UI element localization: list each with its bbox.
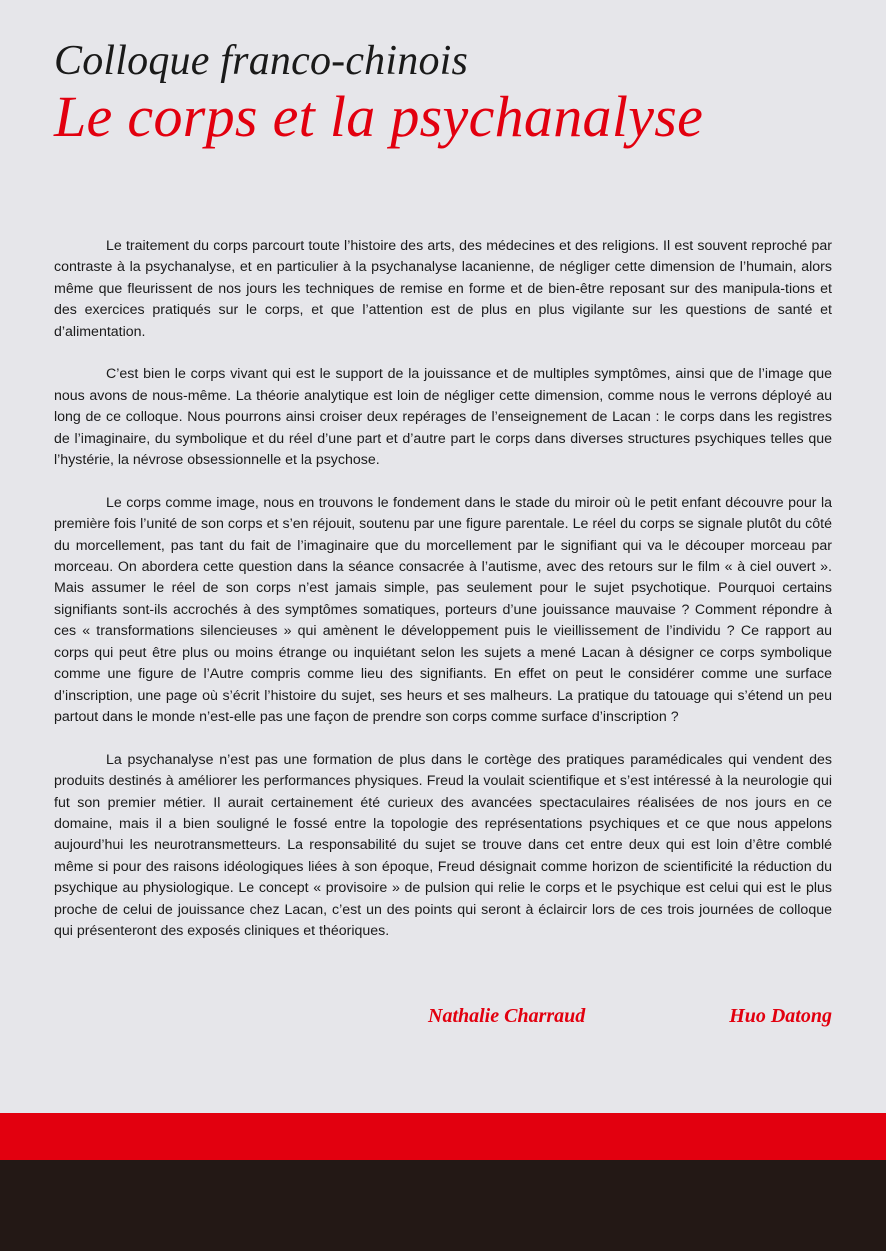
signature-author-2: Huo Datong xyxy=(729,1005,832,1027)
paragraph: La psychanalyse n’est pas une formation de plus dans le cortège des pratiques paramédicales qui vendent des produits destinés à améliorer les performances physiques. Freud la voulait scientifique et s’est intéressé à la neurologie qui fut son premier métier. Il aurait certainement été curieux des avancées spectaculaires réalisées de nos jours en ce domaine, mais il a bien souligné le fossé entre la topologie des représentations psychiques et ce que nous appelons aujourd’hui les neurotransmetteurs. La responsabilité du sujet se trouve dans cet entre deux qui est loin d’être comblé même si pour des raisons idéologiques liées à son époque, Freud désignait comme horizon de scientificité la réduction du psychique au physiologique. Le concept « provisoire » de pulsion qui relie le corps et le psychique est celui qui est le plus proche de celui de jouissance chez Lacan, c’est un des points qui seront à éclaircir lors de ces trois journées de colloque qui présenteront des exposés cliniques et théoriques. xyxy=(54,751,832,939)
signatures xyxy=(0,1004,886,1030)
signature-author-1: Nathalie Charraud xyxy=(428,1005,586,1027)
paragraph: Le traitement du corps parcourt toute l’histoire des arts, des médecines et des religions. Il est souvent reproché par contraste à la psychanalyse, et en particulier à la psychanalyse lacanienne, de négliger cette dimension de l’humain, alors même que fleurissent de nos jours les techniques de remise en forme et de bien-être reposant sur des manipula-tions et des exercices pratiqués sur le corps, et que l’attention est de plus en plus vigilante sur les questions de santé et d’alimentation. xyxy=(54,238,832,340)
body-text xyxy=(54,236,832,964)
page-title-line2: Le corps et la psychanalyse xyxy=(54,84,704,149)
page-title-line1: Colloque franco-chinois xyxy=(54,38,469,84)
paragraph: C’est bien le corps vivant qui est le support de la jouissance et de multiples symptômes, ainsi que de l’image que nous avons de nous-même. La théorie analytique est loin de négliger cette dimension, comme nous le verrons déployé au long de ce colloque. Nous pourrons ainsi croiser deux repérages de l’enseignement de Lacan : le corps dans les registres de l’imaginaire, du symbolique et du réel d’une part et d’autre part le corps dans diverses structures psychiques telles que l’hystérie, la névrose obsessionnelle et la psychose. xyxy=(54,366,832,469)
footer-red-band xyxy=(0,1113,886,1160)
footer-dark-band xyxy=(0,1160,886,1251)
paragraph: Le corps comme image, nous en trouvons le fondement dans le stade du miroir où le petit enfant découvre pour la première fois l’unité de son corps et s’en réjouit, soutenu par une figure parentale. Le réel du corps se signale plutôt du côté du morcellement, pas tant du fait de l’imaginaire que du morcellement par le signifiant qui va le découper morceau par morceau. On abordera cette question dans la séance consacrée à l’autisme, avec des retours sur le film « à ciel ouvert ». Mais assumer le réel de son corps n’est jamais simple, pas seulement pour le sujet psychotique. Pourquoi certains signifiants sont-ils accrochés à des symptômes somatiques, porteurs d’une jouissance mauvaise ? Comment répondre à ces « transformations silencieuses » qui amènent le développement puis le vieillissement de l’individu ? Ce rapport au corps qui peut être plus ou moins étrange ou inquiétant selon les sujets a mené Lacan à désigner ce corps symbolique comme une figure de l’Autre compris comme lieu des signifiants. En effet on peut le considérer comme une surface d’inscription, une page où s’écrit l’histoire du sujet, ses heurs et ses malheurs. La pratique du tatouage qui s’étend un peu partout dans le monde n’est-elle pas une façon de prendre son corps comme surface d’inscription ? xyxy=(54,494,832,725)
